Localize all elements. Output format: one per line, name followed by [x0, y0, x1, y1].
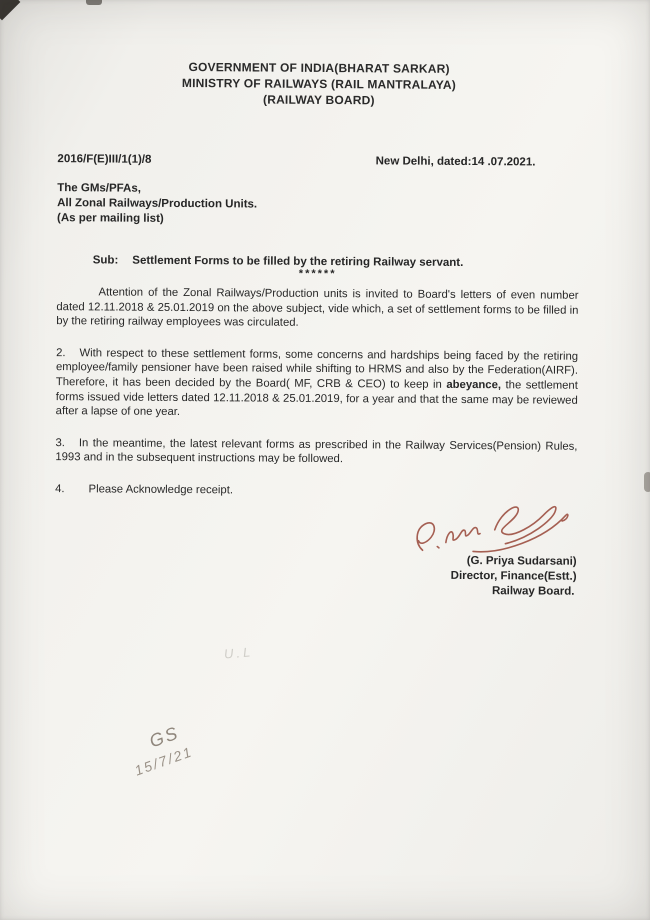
paragraph-text: With respect to these settlement forms, some concerns and hardships being faced by the retiring employee/family pensioner have been raised while shifting to HRMS and also by the Federation(AIRF). Therefore, it has been decided by the Board( MF, CRB & CEO) to keep in — [55, 347, 579, 391]
signatory-designation: Director, Finance(Estt.) — [450, 569, 577, 583]
addressee-line: All Zonal Railways/Production Units. — [57, 197, 258, 211]
paragraph-3 — [55, 436, 577, 469]
addressee-line: The GMs/PFAs, — [57, 182, 142, 195]
signature-block — [54, 499, 577, 600]
signatory-organization: Railway Board. — [491, 584, 575, 598]
paragraph-4 — [55, 482, 577, 500]
file-number: 2016/F(E)III/1(1)/8 — [57, 153, 152, 166]
letterhead — [58, 58, 580, 110]
pencil-initials-note: GS — [146, 722, 182, 752]
paragraph-text: In the meantime, the latest relevant forms as prescribed in the Railway Services(Pension) Rules, 1993 and in the subsequent instructions may be followed. — [55, 437, 578, 466]
pencil-date-note: 15/7/21 — [132, 743, 195, 779]
subject-text: Settlement Forms to be filled by the retiring Railway servant. — [132, 254, 464, 269]
faint-pencil-mark: U.L — [223, 644, 254, 662]
paragraph-1: Attention of the Zonal Railways/Production units is invited to Board's letters of even number dated 12.11.2018 & 25.01.2019 on the above subject, vide which, a set of settlement forms to be filled in by the retiring railway employees was circulated. — [56, 286, 579, 330]
emphasis-abeyance: abeyance, — [446, 378, 502, 392]
place-and-date: New Delhi, dated:14 .07.2021. — [375, 155, 536, 169]
ministry-line: MINISTRY OF RAILWAYS (RAIL MANTRALAYA) — [181, 75, 457, 92]
railway-board-line: (RAILWAY BOARD) — [262, 92, 375, 108]
paragraph-number: 4. — [55, 483, 65, 496]
paragraph-2 — [56, 346, 578, 423]
signatory-name: (G. Priya Sudarsani) — [466, 554, 577, 568]
paragraph-text: Please Acknowledge receipt. — [88, 483, 234, 497]
paragraph-text: the settlement forms issued vide letters dated 12.11.2018 & 25.01.2019, for a year and that the same may be reviewed after a lapse of one year. — [55, 379, 578, 419]
addressee-line: (As per mailing list) — [56, 212, 164, 225]
subject-separator-stars: ****** — [298, 267, 337, 281]
paragraph-number: 3. — [55, 436, 65, 449]
subject-label: Sub: — [92, 254, 119, 267]
reference-row — [57, 153, 579, 169]
government-line: GOVERNMENT OF INDIA(BHARAT SARKAR) — [188, 60, 450, 76]
paragraph-number: 2. — [56, 346, 66, 359]
addressee-block — [57, 181, 579, 230]
